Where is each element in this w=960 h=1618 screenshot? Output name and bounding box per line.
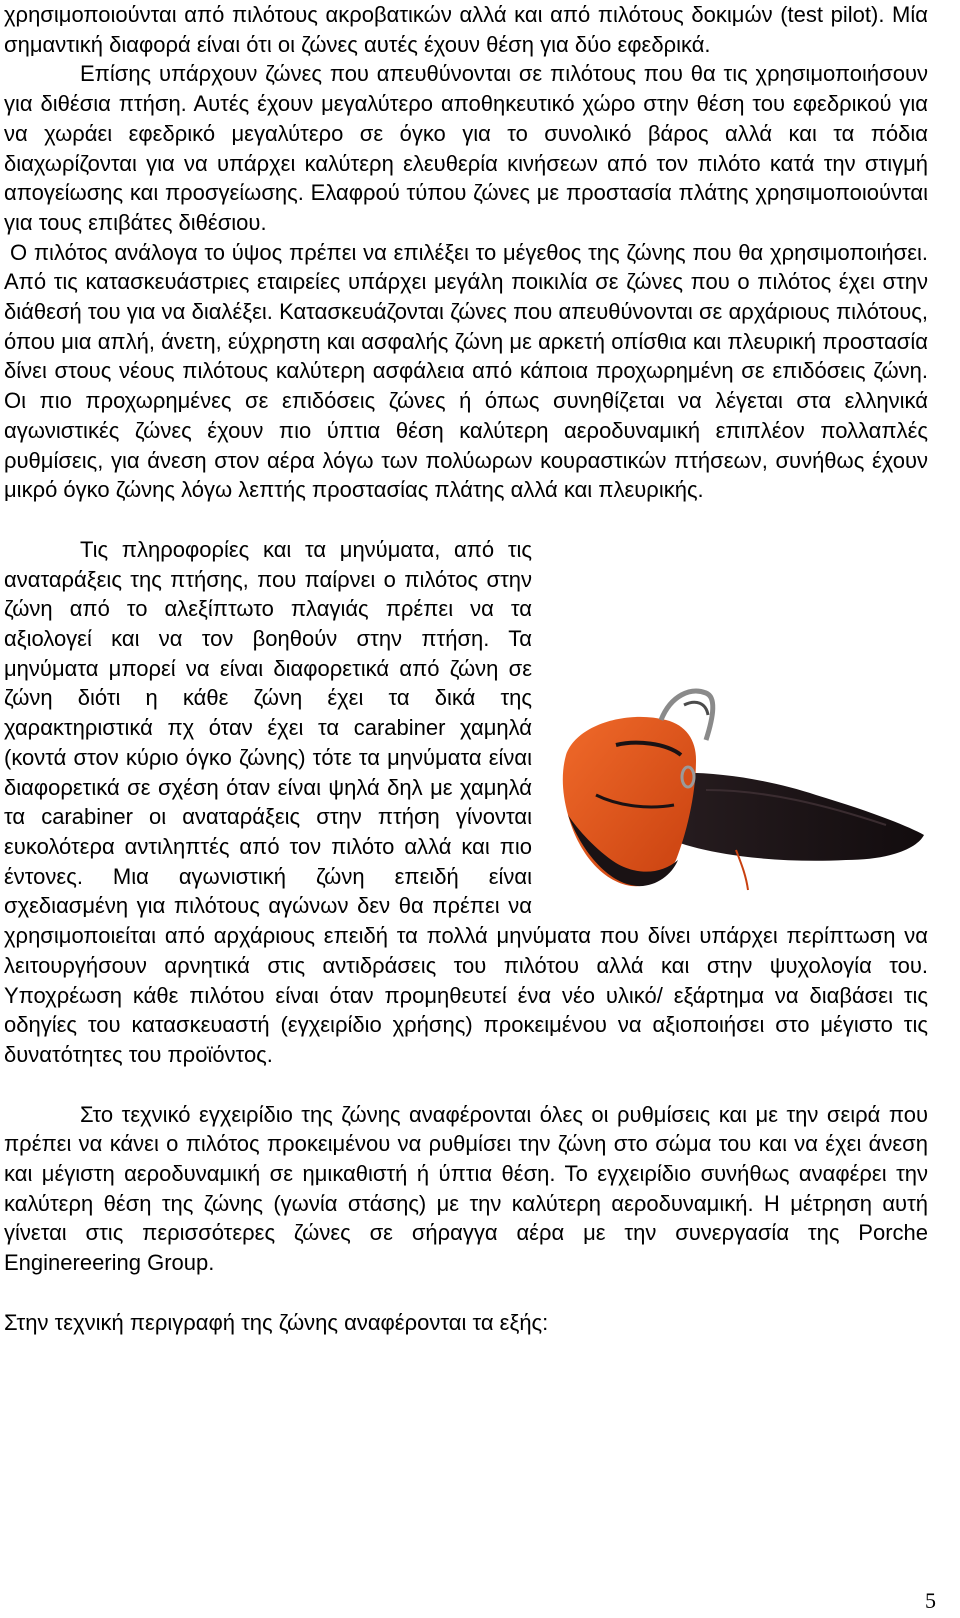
harness-image — [556, 685, 928, 900]
paragliding-harness-icon — [556, 685, 928, 900]
paragraph-gap — [4, 1070, 928, 1100]
paragraph-gap — [4, 1278, 928, 1308]
paragraph-5: Στο τεχνικό εγχειρίδιο της ζώνης αναφέρονται όλες οι ρυθμίσεις και με την σειρά που πρέπει να κάνει ο πιλότος προκειμένου να ρυθμίσει την ζώνη στο σώμα του και να έχει άνεση και μέγιστη αεροδυναμική σε ημικαθιστή ή ύπτια θέση. Το εγχειρίδιο συνήθως αναφέρει την καλύτερη θέση της ζώνης (γωνία στάσης) με την καλύτερη αεροδυναμική. Η μέτρηση αυτή γίνεται στις περισσότερες ζώνες σε σήραγγα αέρα με την συνεργασία της Porche Enginereering Group. — [4, 1101, 928, 1276]
paragraph-4-text: Τις πληροφορίες και τα μηνύματα, από τις αναταράξεις της πτήσης, που παίρνει ο πιλότος στην ζώνη από το αλεξίπτωτο πλαγιάς πρέπει να τα αξιολογεί και να τον βοηθούν στην πτήση. Τα μηνύματα μπορεί να είναι διαφορετικά από ζώνη σε ζώνη διότι η κάθε ζώνη έχει τα δικά της χαρακτηριστικά πχ όταν έχει τα carabiner χαμηλά (κοντά στον κύριο όγκο ζώνης) τότε τα μηνύματα είναι διαφορετικά σε σχέση όταν είναι ψηλά δηλ με χαμηλά τα carabiner οι αναταράξεις στην πτήση γίνονται ευκολότερα αντιληπτές από τον πιλότο αλλά και πιο έντονες. Μια αγωνιστική ζώνη επειδή είναι σχεδιασμένη για πιλότους αγώνων δεν θα πρέπει να χρησιμοποιείται από αρχάριους επειδή τα πολλά μηνύματα που δίνει υπάρχει περίπτωση να λειτουργήσουν αρνητικά στις αντιδράσεις του πιλότου αλλά και στην ψυχολογία του. Υποχρέωση κάθε πιλότου είναι όταν προμηθευτεί ένα νέο υλικό/ εξάρτημα να διαβάσει τις οδηγίες του κατασκευαστή (εγχειρίδιο χρήσης) προκειμένου να αξιοποιήσει στο μέγιστο τις δυνατότητες του προϊόντος. — [4, 536, 928, 1067]
page-number: 5 — [925, 1588, 936, 1613]
paragraph-2: Επίσης υπάρχουν ζώνες που απευθύνονται σε πιλότους που θα τις χρησιμοποιήσουν για διθέσια πτήση. Αυτές έχουν μεγαλύτερο αποθηκευτικό χώρο στην θέση του εφεδρικού για να χωράει εφεδρικό μεγαλύτερο σε όγκο για το συνολικό βάρος αλλά και τα πόδια διαχωρίζονται για να υπάρχει καλύτερη ελευθερία κινήσεων από τον πιλότο κατά την στιγμή απογείωσης και προσγείωσης. Ελαφρού τύπου ζώνες με προστασία πλάτης χρησιμοποιούνται για τους επιβάτες διθέσιου. — [4, 61, 928, 235]
paragraph-gap — [4, 505, 928, 535]
paragraph-6: Στην τεχνική περιγραφή της ζώνης αναφέρονται τα εξής: — [4, 1309, 549, 1335]
paragraph-4 — [4, 535, 928, 1070]
paragraph-3: Ο πιλότος ανάλογα το ύψος πρέπει να επιλέξει το μέγεθος της ζώνης που θα χρησιμοποιήσει. Από τις κατασκευάστριες εταιρείες υπάρχει μεγάλη ποικιλία σε ζώνες που ο πιλότος έχει στην διάθεσή του για να διαλέξει. Κατασκευάζονται ζώνες που απευθύνονται σε αρχάριους πιλότους, όπου μια απλή, άνετη, εύχρηστη και ασφαλής ζώνη με αρκετή οπίσθια και πλευρική προστασία δίνει στους νέους πιλότους καλύτερη ασφάλεια από κάποια προχωρημένη σε επιδόσεις ζώνη. Οι πιο προχωρημένες σε επιδόσεις ζώνες ή όπως συνηθίζεται να λέγεται στα ελληνικά αγωνιστικές ζώνες έχουν πιο ύπτια θέση καλύτερη αεροδυναμική επιπλέον πολλαπλές ρυθμίσεις, για άνεση στον αέρα λόγω των πολύωρων κουραστικών πτήσεων, συνήθως έχουν μικρό όγκο ζώνης λόγω λεπτής προστασίας πλάτης αλλά και πλευρικής. — [4, 239, 928, 503]
document-page — [4, 0, 928, 1338]
paragraph-1: χρησιμοποιούνται από πιλότους ακροβατικών αλλά και από πιλότους δοκιμών (test pilot). Μία σημαντική διαφορά είναι ότι οι ζώνες αυτές έχουν θέση για δύο εφεδρικά. — [4, 2, 928, 57]
